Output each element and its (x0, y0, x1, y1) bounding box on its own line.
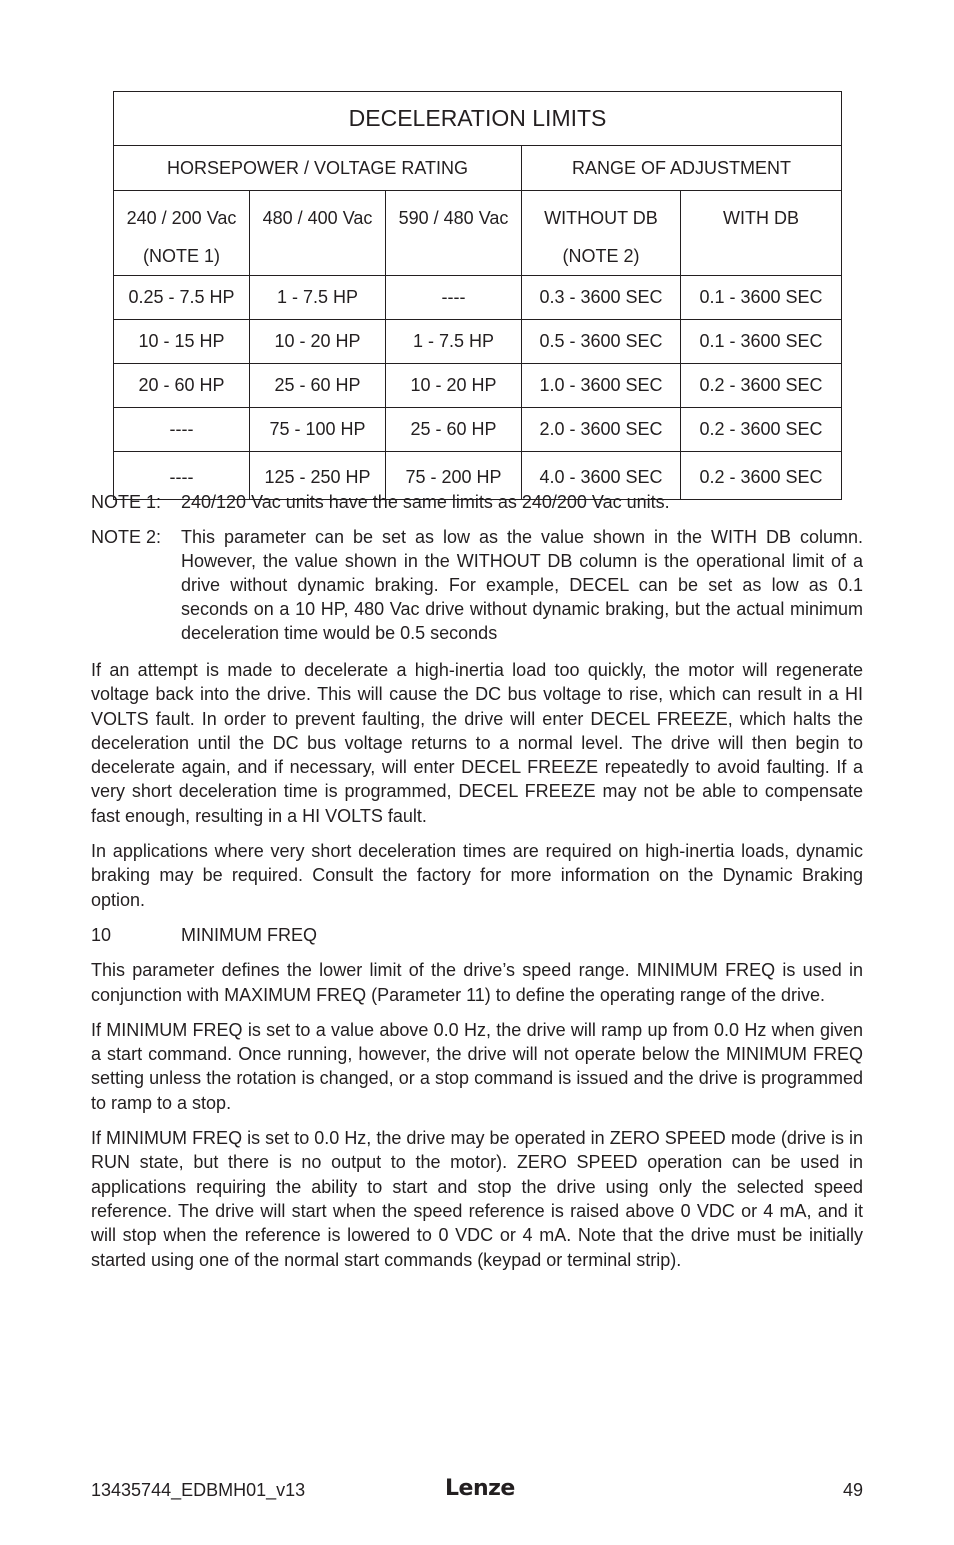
table-cell: 2.0 - 3600 SEC (522, 408, 681, 452)
table-cell: 0.25 - 7.5 HP (114, 276, 250, 320)
table-cell: 0.3 - 3600 SEC (522, 276, 681, 320)
table-cell: ---- (386, 276, 522, 320)
table-cell: 0.2 - 3600 SEC (681, 452, 842, 500)
column-header-480-400: 480 / 400 Vac (250, 191, 386, 276)
page-number: 49 (842, 1480, 863, 1500)
body-text (91, 658, 863, 1283)
table-cell: ---- (114, 452, 250, 500)
table-row (114, 320, 842, 364)
parameter-heading (91, 923, 863, 947)
table-cell: 75 - 100 HP (250, 408, 386, 452)
table-cell: 0.1 - 3600 SEC (681, 320, 842, 364)
table-cell: 0.2 - 3600 SEC (681, 364, 842, 408)
column-header-590-480: 590 / 480 Vac (386, 191, 522, 276)
deceleration-limits-table (113, 91, 842, 500)
table-cell: 10 - 20 HP (250, 320, 386, 364)
document-id: 13435744_EDBMH01_v13 (91, 1480, 306, 1500)
note-label: NOTE 1: (91, 492, 162, 512)
note-label: NOTE 2: (91, 527, 162, 547)
table-cell: 10 - 15 HP (114, 320, 250, 364)
column-header-with-db: WITH DB (681, 191, 842, 276)
table-cell: 0.1 - 3600 SEC (681, 276, 842, 320)
range-of-adjustment-header: RANGE OF ADJUSTMENT (522, 146, 842, 191)
table-cell: 1.0 - 3600 SEC (522, 364, 681, 408)
paragraph: If MINIMUM FREQ is set to 0.0 Hz, the drive may be operated in ZERO SPEED mode (drive is in RUN state, but there is no output to the motor). ZERO SPEED operation can be used in applications requiring the ability to start and stop the drive using only the selected speed reference. The drive will start when the speed reference is raised above 0 VDC or 4 mA, and it will stop when the reference is lowered to 0 VDC or 4 mA. Note that the drive must be initially started using one of the normal start commands (keypad or terminal strip). (91, 1128, 863, 1270)
note-1 (91, 490, 863, 514)
table-cell: 25 - 60 HP (386, 408, 522, 452)
table-cell: 25 - 60 HP (250, 364, 386, 408)
table-row (114, 408, 842, 452)
table-cell: ---- (114, 408, 250, 452)
column-header-240-200: 240 / 200 Vac (NOTE 1) (114, 191, 250, 276)
parameter-number: 10 (91, 924, 112, 945)
table-cell: 75 - 200 HP (386, 452, 522, 500)
table-cell: 125 - 250 HP (250, 452, 386, 500)
horsepower-voltage-header: HORSEPOWER / VOLTAGE RATING (114, 146, 522, 191)
paragraph: If an attempt is made to decelerate a high-inertia load too quickly, the motor will regenerate voltage back into the drive. This will cause the DC bus voltage to rise, which can result in a HI VOLTS fault. In order to prevent faulting, the drive will enter DECEL FREEZE, which halts the deceleration until the DC bus voltage returns to a normal level. The drive will then begin to decelerate again, and if necessary, will enter DECEL FREEZE repeatedly to avoid faulting. If a very short deceleration time is programmed, DECEL FREEZE may not be able to compensate fast enough, resulting in a HI VOLTS fault. (91, 660, 863, 826)
table-cell: 1 - 7.5 HP (386, 320, 522, 364)
note-2 (91, 525, 863, 645)
page-footer (91, 1476, 863, 1506)
table-cell: 10 - 20 HP (386, 364, 522, 408)
paragraph: If MINIMUM FREQ is set to a value above 0.0 Hz, the drive will ramp up from 0.0 Hz when given a start command. Once running, however, the drive will not operate below the MINIMUM FREQ setting unless the rotation is changed, or a stop command is issued and the drive is programmed to ramp to a stop. (91, 1019, 863, 1113)
table-cell: 20 - 60 HP (114, 364, 250, 408)
table-cell: 0.2 - 3600 SEC (681, 408, 842, 452)
note-text: 240/120 Vac units have the same limits as 240/200 Vac units. (181, 492, 670, 512)
table-cell: 0.5 - 3600 SEC (522, 320, 681, 364)
table-row (114, 276, 842, 320)
column-header-without-db: WITHOUT DB (NOTE 2) (522, 191, 681, 276)
table-row (114, 364, 842, 408)
lenze-logo: Lenze (445, 1476, 515, 1501)
table-notes (91, 490, 863, 656)
table-title: DECELERATION LIMITS (114, 92, 842, 146)
table-cell: 1 - 7.5 HP (250, 276, 386, 320)
parameter-name: MINIMUM FREQ (181, 924, 317, 945)
note-text: This parameter can be set as low as the value shown in the WITH DB column. However, the value shown in the WITHOUT DB column is the operational limit of a drive without dynamic braking. For example, DECEL can be set as low as 0.1 seconds on a 10 HP, 480 Vac drive without dynamic braking, but the actual minimum deceleration time would be 0.5 seconds (181, 527, 863, 643)
paragraph: In applications where very short deceleration times are required on high-inertia loads, dynamic braking may be required. Consult the factory for more information on the Dynamic Braking option. (91, 841, 863, 910)
paragraph: This parameter defines the lower limit of the drive’s speed range. MINIMUM FREQ is used in conjunction with MAXIMUM FREQ (Parameter 11) to define the operating range of the drive. (91, 960, 863, 1005)
table-cell: 4.0 - 3600 SEC (522, 452, 681, 500)
